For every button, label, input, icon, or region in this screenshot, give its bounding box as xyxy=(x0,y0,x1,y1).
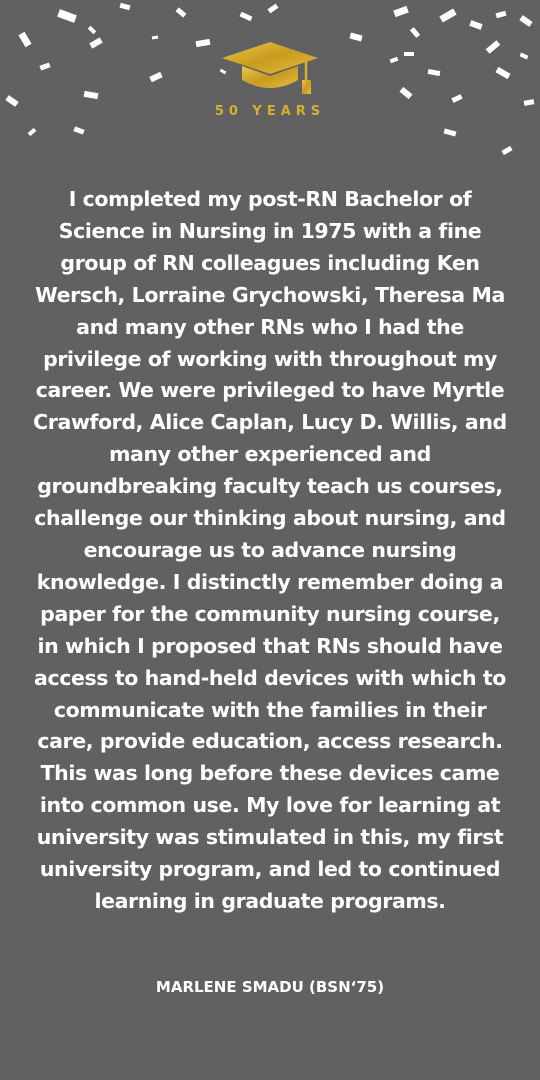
anniversary-label: 50 YEARS xyxy=(214,104,326,119)
confetti-piece xyxy=(393,6,409,17)
confetti-piece xyxy=(57,9,77,23)
testimonial-author: MARLENE SMADU (BSN‘75) xyxy=(155,978,385,996)
anniversary-badge xyxy=(0,38,540,118)
confetti-piece xyxy=(519,15,532,27)
confetti-piece xyxy=(410,27,420,38)
testimonial-quote: I completed my post-RN Bachelor of Science in Nursing in 1975 with a fine group of RN colleagues including Ken Wersch, Lorraine Grychowski, Theresa Ma and many other RNs who I had the privilege of working with throughout my career. We were privileged to have Myrtle Crawford, Alice Caplan, Lucy D. Willis, and many other experienced and groundbreaking faculty teach us courses, challenge our thinking about nursing, and encourage us to advance nursing knowledge. I distinctly remember doing a paper for the community nursing course, in which I proposed that RNs should have access to hand-held devices with which to communicate with the families in their care, provide education, access research. This was long before these devices came into common use. My love for learning at university was stimulated in this, my first university program, and led to continued learning in graduate programs. xyxy=(33,187,507,913)
confetti-piece xyxy=(444,129,457,137)
confetti-piece xyxy=(120,3,131,10)
confetti-piece xyxy=(267,4,278,14)
confetti-piece xyxy=(88,26,96,34)
confetti-piece xyxy=(469,20,482,30)
confetti-piece xyxy=(496,11,507,18)
confetti-piece xyxy=(501,146,512,155)
confetti-piece xyxy=(240,12,253,22)
confetti-piece xyxy=(28,128,37,136)
confetti-piece xyxy=(439,8,456,22)
graduation-cap-icon xyxy=(218,38,322,98)
confetti-piece xyxy=(73,126,84,134)
confetti-piece xyxy=(176,7,187,17)
